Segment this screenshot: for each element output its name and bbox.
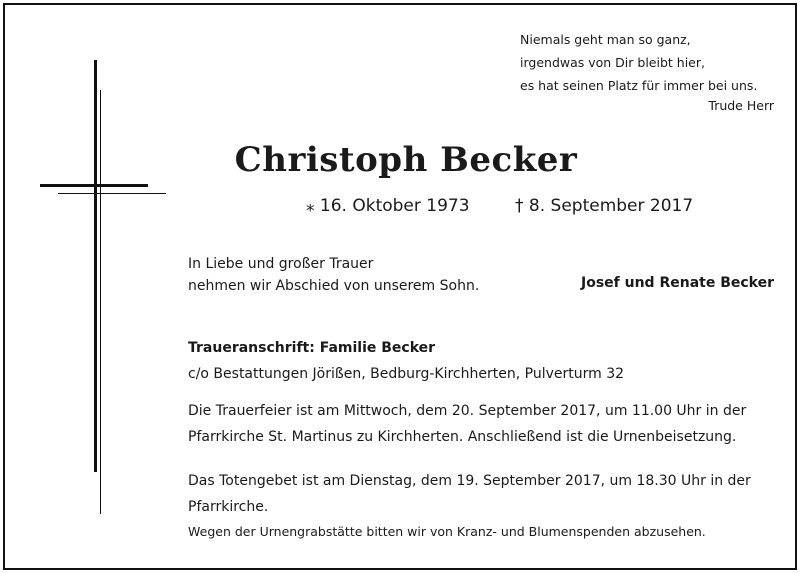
mourning-address [188,335,624,387]
ceremony-info [188,398,783,450]
address-line: c/o Bestattungen Jörißen, Bedburg-Kirchherten, Pulverturm 32 [188,366,625,382]
prayer-line: Pfarrkirche. [188,499,269,515]
death-date: † 8. September 2017 [515,196,694,216]
deceased-name: Christoph Becker [234,140,578,180]
flower-note: Wegen der Urnengrabstätte bitten wir von Kranz- und Blumenspenden abzusehen. [188,524,706,539]
quote-line: es hat seinen Platz für immer bei uns. [520,78,758,93]
birth-date: ⁎ 16. Oktober 1973 [306,196,470,216]
mourning-line: nehmen wir Abschied von unserem Sohn. [188,278,480,294]
prayer-info [188,468,783,520]
prayer-line: Das Totengebet ist am Dienstag, dem 19. September 2017, um 18.30 Uhr in der [188,473,751,489]
mourning-text [188,253,479,297]
signers: Josef und Renate Becker [581,275,774,291]
ceremony-line: Pfarrkirche St. Martinus zu Kirchherten. Anschließend ist die Urnenbeisetzung. [188,429,737,445]
ceremony-line: Die Trauerfeier ist am Mittwoch, dem 20. September 2017, um 11.00 Uhr in der [188,403,747,419]
quote-line: Niemals geht man so ganz, [520,32,691,47]
quote-line: irgendwas von Dir bleibt hier, [520,55,705,70]
mourning-line: In Liebe und großer Trauer [188,256,374,272]
quote-author: Trude Herr [708,98,774,113]
address-heading: Traueranschrift: Familie Becker [188,340,436,356]
quote [520,28,757,97]
